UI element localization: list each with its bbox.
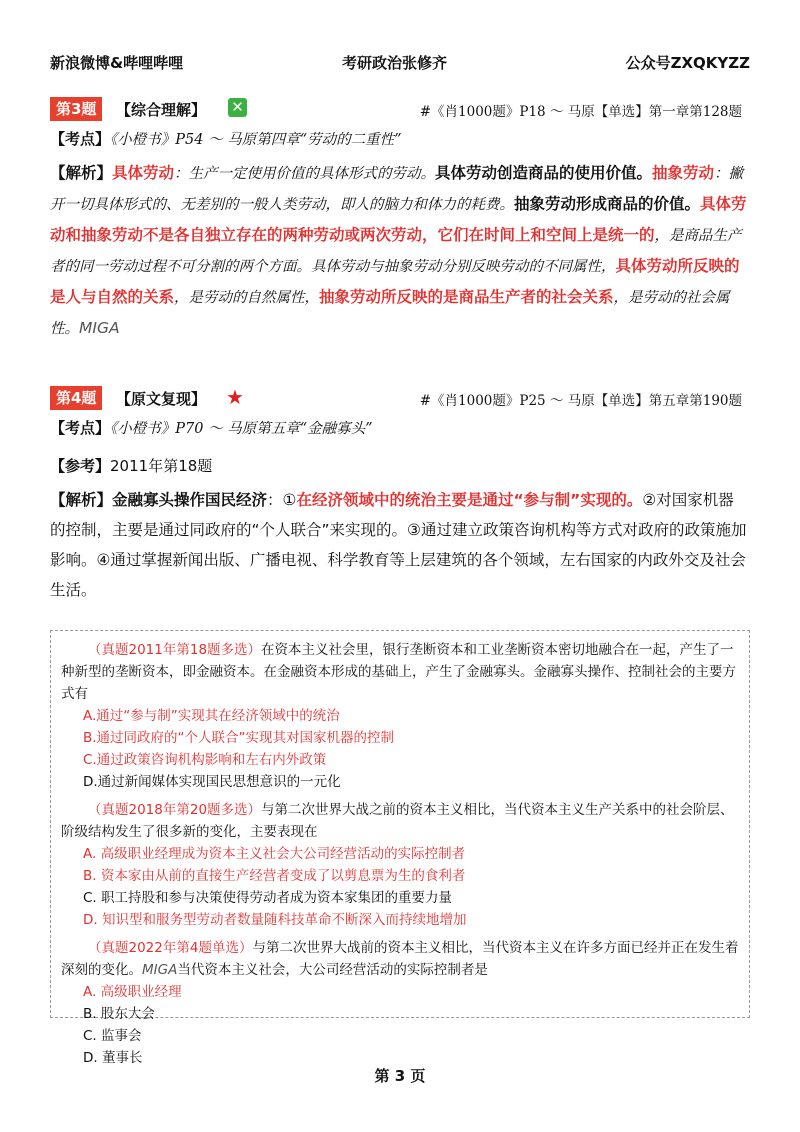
q3-number-badge: 第3题 — [50, 97, 102, 121]
q3-kaodian-label: 【考点】 — [50, 130, 111, 148]
exam-option: B. 资本家由从前的直接生产经营者变成了以剪息票为生的食利者 — [83, 868, 466, 884]
q3-text: ，是商品生产者的同一劳动过程不可分割的两个方面。具体劳动与抽象劳动分别反映劳动的不同属性， — [50, 228, 742, 275]
q3-text: ，是劳动的自然属性， — [174, 290, 320, 306]
star-icon: ★ — [226, 385, 244, 409]
exam-option: D.通过新闻媒体实现国民思想意识的一元化 — [83, 774, 341, 790]
q4-type: 【原文复现】 — [116, 390, 207, 408]
q3-text: ：撇开一切具体形式的、无差别的一般人类劳动，即人的脑力和体力的耗费。 — [50, 166, 744, 213]
header-wechat: 公众号ZXQKYZZ — [625, 54, 750, 72]
q4-source: #《肖1000题》P25 ～ 马原【单选】第五章第190题 — [419, 393, 742, 409]
q3-highlight: 具体劳动所反映的是人与自然的关系 — [50, 257, 740, 306]
q4-jiexi-label: 【解析】 — [50, 491, 113, 509]
q4-kaodian-label: 【考点】 — [50, 419, 111, 437]
exam-question-1 — [61, 639, 739, 793]
q4-cankao-text: 2011年第18题 — [110, 457, 213, 475]
exam-question-2 — [61, 799, 739, 931]
exam-question-stem — [61, 639, 739, 705]
q3-term-abstract-labor: 抽象劳动 — [652, 164, 715, 182]
q3-analysis — [50, 158, 748, 344]
exam-option: C.通过政策咨询机构影响和左右内外政策 — [83, 752, 327, 768]
q4-title-row — [50, 386, 750, 412]
exam-stem-text: 与第二次世界大战之前的资本主义相比，当代资本主义生产关系中的社会阶层、阶级结构发生了很多新的变化，主要表现在 — [61, 802, 734, 840]
exam-stem-text: 与第二次世界大战前的资本主义相比，当代资本主义在许多方面已经并正在发生着深刻的变化。 — [61, 940, 739, 978]
q3-miga-mark: MIGA — [79, 319, 120, 337]
header-weibo-bilibili: 新浪微博&哔哩哔哩 — [50, 54, 184, 72]
exam-question-3 — [61, 937, 739, 1069]
q4-number-badge: 第4题 — [50, 386, 102, 410]
q4-text: ：① — [267, 491, 297, 509]
exam-option: D. 知识型和服务型劳动者数量随科技革命不断深入而持续地增加 — [83, 912, 467, 928]
exam-option: B.通过同政府的“个人联合”实现其对国家机器的控制 — [83, 730, 395, 746]
q4-kaodian-text: 《小橙书》P70 ～ 马原第五章“金融寡头” — [110, 421, 373, 437]
exam-tag: （真题2018年第20题多选） — [88, 802, 262, 818]
q4-term-financial-oligarchy: 金融寡头操作国民经济 — [112, 491, 268, 509]
q4-highlight: 在经济领域中的统治主要是通过“参与制”实现的。 — [296, 491, 643, 509]
miga-mark: MIGA — [142, 962, 178, 978]
exam-option: C. 监事会 — [83, 1028, 142, 1044]
q3-type: 【综合理解】 — [116, 101, 207, 119]
q3-kaodian-text: 《小橙书》P54 ～ 马原第四章“劳动的二重性” — [110, 132, 402, 148]
exam-option: A. 高级职业经理 — [83, 984, 182, 1000]
exam-option: D. 董事长 — [83, 1050, 143, 1066]
q4-kaodian — [50, 417, 750, 438]
exam-option: B. 股东大会 — [83, 1006, 155, 1022]
q3-text: ，是劳动的社会属性。 — [50, 290, 730, 337]
exam-option: C. 职工持股和参与决策使得劳动者成为资本家集团的重要力量 — [83, 890, 453, 906]
q3-text: ：生产一定使用价值的具体形式的劳动。 — [174, 166, 436, 182]
q3-text: 具体劳动创造商品的使用价值。 — [435, 164, 653, 182]
q3-highlight: 具体劳动和抽象劳动不是各自独立存在的两种劳动或两次劳动，它们在时间上和空间上是统一的 — [50, 195, 747, 244]
exam-tag: （真题2022年第4题单选） — [88, 940, 253, 956]
q4-cankao-label: 【参考】 — [50, 457, 111, 475]
exam-option: A. 高级职业经理成为资本主义社会大公司经营活动的实际控制者 — [83, 846, 466, 862]
q4-cankao — [50, 455, 750, 476]
q3-jiexi-label: 【解析】 — [50, 164, 113, 182]
q3-text: 抽象劳动形成商品的价值。 — [514, 195, 701, 213]
exam-stem-text: 当代资本主义社会，大公司经营活动的实际控制者是 — [177, 962, 488, 978]
exam-tag: （真题2011年第18题多选） — [88, 642, 262, 658]
header-author: 考研政治张修齐 — [342, 54, 448, 72]
q4-text: ②对国家机器的控制，主要是通过同政府的“个人联合”来实现的。③通过建立政策咨询机构等方式对政府的政策施加影响。④通过掌握新闻出版、广播电视、科学教育等上层建筑的各个领域，左右国家的内政外交及社会生活。 — [50, 491, 747, 599]
exam-option: A.通过“参与制”实现其在经济领域中的统治 — [83, 708, 340, 724]
exam-question-stem — [61, 937, 739, 981]
exam-stem-text: 在资本主义社会里，银行垄断资本和工业垄断资本密切地融合在一起，产生了一种新型的垄断资本，即金融资本。在金融资本形成的基础上，产生了金融寡头。金融寡头操作、控制社会的主要方式有 — [61, 642, 736, 702]
past-exam-box — [50, 630, 750, 1066]
page-number: 第 3 页 — [374, 1067, 426, 1085]
q3-source: #《肖1000题》P18 ～ 马原【单选】第一章第128题 — [419, 104, 742, 120]
q3-kaodian — [50, 128, 750, 149]
exam-question-stem — [61, 799, 739, 843]
q3-term-concrete-labor: 具体劳动 — [112, 164, 175, 182]
q4-analysis — [50, 485, 748, 605]
wrong-mark-icon: ✕ — [228, 98, 247, 117]
page-header — [50, 52, 750, 74]
q3-title-row — [50, 97, 750, 123]
q3-highlight: 抽象劳动所反映的是商品生产者的社会关系 — [319, 288, 614, 306]
